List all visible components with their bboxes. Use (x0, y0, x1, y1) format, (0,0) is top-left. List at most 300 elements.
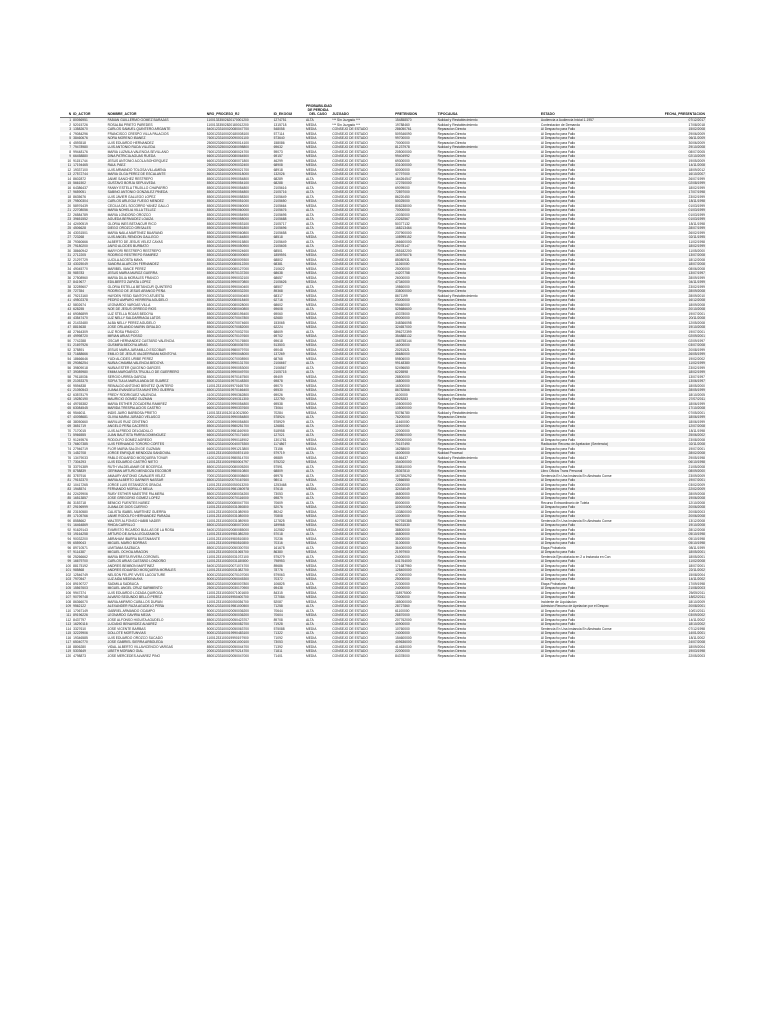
cell-fecha: 28/02/2008 (653, 451, 706, 456)
cell-id-ekogui: 158086 (273, 140, 285, 145)
cell-no: 13 (60, 172, 72, 177)
cell-fecha: 13/07/1997 (688, 374, 705, 379)
cell-pretension: 46800000 (394, 532, 437, 537)
cell-nombre-actor: NOE DE JESUS ORREGO RIOS (107, 307, 206, 312)
cell-tipocausa: Reparacion Directa (437, 316, 540, 321)
cell-tipocausa: Nulidad y Restablecimiento (437, 118, 540, 123)
cell-probabilidad: ALTA (305, 604, 331, 609)
cell-nro-proceso: 85001233100019990040400 (206, 284, 249, 289)
cell-nombre-actor: FREDY RODRIGUEZ VALENCIA (107, 392, 157, 397)
cell-id-ekogui: 126881 (273, 424, 305, 429)
cell-estado: Al Despacho para Fallo (540, 410, 576, 415)
cell-id-actor: 89190727 (73, 581, 88, 586)
cell-fecha: 26/07/1999 (688, 176, 705, 181)
cell-tipocausa: Reparacion Directa (437, 248, 466, 253)
cell-nombre-actor: MARIA OLGA PEREZ DE ESCALANTE (107, 172, 206, 177)
cell-no: 34 (67, 266, 72, 271)
cell-juzgado: CONSEJO DE ESTADO (332, 608, 368, 613)
cell-id-ekogui: 68501 (273, 248, 283, 253)
cell-nombre-actor: MARIA LUZMILA VALENCIA SEVILLANO (107, 149, 169, 154)
cell-id-ekogui: 2105650 (273, 199, 305, 204)
cell-juzgado: CONSEJO DE ESTADO (331, 217, 394, 222)
cell-fecha: 07/12/1998 (688, 626, 705, 631)
cell-juzgado: CONSEJO DE ESTADO (331, 298, 394, 303)
cell-fecha: 19/07/2001 (688, 329, 705, 334)
cell-nro-proceso: 66001233100020070171600 (206, 433, 273, 438)
col-tipocausa: TIPOCAUSA (437, 104, 540, 118)
cell-juzgado: CONSEJO DE ESTADO (331, 352, 394, 357)
cell-id-ekogui: 68809 (273, 469, 305, 474)
cell-nombre-actor: REINALDO ANTONIO BENITEZ QUINTERO (107, 383, 174, 388)
cell-juzgado: CONSEJO DE ESTADO (332, 131, 368, 136)
cell-estado: Al Despacho para Fallo (540, 226, 653, 231)
cell-tipocausa: Reparacion Directa (437, 559, 540, 564)
cell-id-actor: 21297729 (73, 257, 88, 262)
cell-id-ekogui: 578929 (273, 419, 285, 424)
cell-fecha: 20/11/2008 (653, 316, 706, 321)
cell-tipocausa: Reparacion Directa (437, 622, 540, 627)
cell-no: 112 (65, 617, 72, 622)
cell-id-ekogui: 2105658 (273, 230, 287, 235)
cell-no: 108 (65, 599, 72, 604)
cell-nombre-actor: DIEGO OROZCO GRISALES (107, 226, 206, 231)
cell-id-ekogui: 2106567 (273, 365, 287, 370)
cell-no: 76 (67, 455, 72, 460)
cell-nro-proceso: 76001233100020090001100 (206, 136, 273, 141)
cell-id-actor: 19164258 (72, 532, 106, 537)
cell-id-ekogui: 513503 (273, 343, 305, 348)
cell-id-actor: 49765382 (73, 401, 88, 406)
cell-id-actor: 43025049 (72, 262, 106, 267)
cell-tipocausa: Reparacion Directa (437, 482, 466, 487)
cell-tipocausa: Reparacion Directa (437, 289, 540, 294)
cell-nombre-actor: LEONARDO VARGAS VILLA (107, 302, 151, 307)
cell-estado: Al Despacho para Fallo (540, 487, 653, 492)
cell-probabilidad: MEDIA (305, 590, 317, 595)
cell-pretension: 79157490 (394, 442, 437, 447)
cell-id-actor: 10417265 (73, 482, 88, 487)
cell-juzgado: CONSEJO DE ESTADO (332, 383, 368, 388)
cell-nombre-actor: RUTH VALDELAMAR DE BOCERCA (107, 464, 163, 469)
report-table-container (60, 104, 706, 658)
cell-nro-proceso: 50001233100020070116000 (206, 496, 273, 501)
cell-id-ekogui: 518958 (273, 428, 285, 433)
cell-juzgado: CONSEJO DE ESTADO (332, 572, 368, 577)
cell-pretension: 8671199 (395, 293, 408, 298)
cell-estado: Al Despacho para Fallo (540, 208, 653, 213)
cell-fecha: 02/08/1999 (653, 181, 706, 186)
cell-id-ekogui: 89686 (273, 563, 283, 568)
cell-id-ekogui: 73156 (273, 446, 283, 451)
cell-tipocausa: Reparacion Directa (437, 158, 466, 163)
cell-estado: Al Despacho para Fallo (540, 383, 576, 388)
cell-nro-proceso: 25000232600020090021700 (206, 167, 249, 172)
cell-id-ekogui: 73053 (273, 640, 305, 645)
cell-id-actor: 23150580 (73, 509, 88, 514)
cell-pretension: 46800000 (395, 491, 410, 496)
cell-id-actor: 1948574 (72, 487, 106, 492)
cell-juzgado: CONSEJO DE ESTADO (332, 527, 368, 532)
cell-no: 36 (67, 275, 72, 280)
cell-no: 32 (67, 257, 72, 262)
cell-pretension: 25000000 (395, 266, 410, 271)
cell-tipocausa: Reparacion Directa (437, 163, 540, 168)
cell-pretension: 11900000 (394, 424, 437, 429)
cell-estado: Al Despacho para Fallo (540, 158, 576, 163)
cell-no: 42 (67, 302, 72, 307)
cell-pretension: 69300000 (395, 158, 410, 163)
cell-id-ekogui: 69438 (273, 586, 305, 591)
cell-id-actor: 9114387 (72, 550, 106, 555)
cell-estado: Al Despacho para Fallo (540, 271, 653, 276)
cell-juzgado: CONSEJO DE ESTADO (332, 230, 368, 235)
cell-id-actor: 9947374 (73, 590, 86, 595)
cell-nro-proceso: 85001233100020080040800 (206, 307, 273, 312)
cell-id-actor: 8806280 (73, 644, 86, 649)
cell-nro-proceso: 85001233100020050423707 (206, 617, 249, 622)
cell-juzgado: CONSEJO DE ESTADO (331, 181, 394, 186)
cell-fecha: 18/06/1999 (688, 401, 705, 406)
cell-id-ekogui: 210622 (273, 266, 285, 271)
cell-no: 86 (67, 500, 72, 505)
cell-pretension: 35000000 (394, 496, 437, 501)
cell-tipocausa: Reparacion Directa (437, 302, 466, 307)
cell-nombre-actor: MARIA ALBERTO GARNER NASSAR (107, 478, 206, 483)
cell-nro-proceso: 85001233100019970167500 (206, 374, 249, 379)
cell-no: 10 (67, 158, 72, 163)
cell-id-actor: 1452708 (72, 451, 106, 456)
cell-id-actor: 49998720 (72, 334, 106, 339)
cell-tipocausa: Reparacion Directa (437, 271, 540, 276)
cell-nro-proceso: 41001233100019980514700 (206, 455, 249, 460)
cell-fecha: 18/10/2009 (688, 599, 705, 604)
cell-no: 58 (67, 374, 72, 379)
cell-nombre-actor: MARIA BERTA RIVERA CORONEL (107, 554, 160, 559)
cell-estado: Al Despacho para Fallo (540, 397, 653, 402)
cell-probabilidad: ALTA (305, 217, 331, 222)
cell-nombre-actor: RODRIGO DE JESUS ARANGO PEÑA (107, 289, 206, 294)
cell-fecha: 20/08/1999 (688, 347, 705, 352)
cell-estado: Al Despacho para Fallo (540, 239, 576, 244)
cell-fecha: 28/09/1999 (688, 275, 705, 280)
cell-probabilidad: MEDIA (305, 442, 331, 447)
cell-id-actor: 64386437 (73, 185, 88, 190)
cell-tipocausa: Reparacion Directa (437, 221, 466, 226)
cell-estado: Al Despacho para Fallo (540, 608, 576, 613)
cell-nombre-actor: NUBIA CHAMBA VALENCIA BEDOYA (107, 361, 206, 366)
cell-fecha: 22/05/2003 (688, 653, 705, 658)
cell-id-actor: 52015726 (73, 122, 88, 127)
cell-probabilidad: ALTA (305, 433, 331, 438)
cell-tipocausa: Reparacion Directa (437, 428, 466, 433)
cell-nro-proceso: 25001233100020030170900 (206, 586, 273, 591)
cell-tipocausa: Nulidad y Restablecimiento (437, 122, 478, 127)
cell-no: 15 (60, 181, 72, 186)
cell-juzgado: CONSEJO DE ESTADO (331, 595, 394, 600)
cell-fecha: 22/02/2009 (653, 487, 706, 492)
cell-id-ekogui: 57618 (273, 487, 305, 492)
cell-fecha: 13/06/1997 (653, 379, 706, 384)
cell-pretension: 6226598 (394, 370, 437, 375)
cell-estado: Al Despacho para Fallo (540, 370, 653, 375)
cell-id-ekogui: 70604 (273, 613, 305, 618)
cell-juzgado: CONSEJO DE ESTADO (331, 487, 394, 492)
cell-probabilidad: ALTA (305, 500, 314, 505)
cell-nro-proceso: 50001233100020061000100 (206, 640, 273, 645)
cell-nro-proceso: 11001233100020031082700 (206, 568, 273, 573)
cell-no: 88 (67, 509, 72, 514)
cell-probabilidad: MEDIA (305, 145, 331, 150)
cell-nombre-actor: EDILBERTO ZAPATA LOPEZ (107, 280, 206, 285)
cell-id-ekogui: 2105616 (273, 185, 287, 190)
cell-id-ekogui: 575232 (273, 460, 305, 465)
cell-nombre-actor: CARLOS SAMUEL QUINTERO ARGANTE (107, 127, 206, 132)
cell-no: 24 (67, 221, 72, 226)
cell-nombre-actor: GUSTAVO BORJA SEPULVEDA (107, 181, 206, 186)
cell-estado: Al Despacho para Fallo (540, 590, 576, 595)
cell-no: 120 (65, 653, 72, 658)
cell-probabilidad: MEDIA (305, 487, 331, 492)
cell-id-actor: 12546749 (73, 572, 88, 577)
cell-tipocausa: Reparacion Directa (437, 149, 466, 154)
cell-nombre-actor: CARLOS ARLEGUI FUEGO MENDEZ (107, 199, 206, 204)
cell-pretension: 338000000 (394, 289, 437, 294)
cell-estado: Sentencia En Una Instancia En Abstracto Conse (540, 473, 612, 478)
cell-probabilidad: MEDIA (305, 302, 317, 307)
cell-fecha: 11/02/2008 (653, 559, 706, 564)
cell-juzgado: CONSEJO DE ESTADO (331, 307, 394, 312)
cell-id-actor: 49045770 (73, 266, 88, 271)
cell-nombre-actor: GERMAN ARTURO MENDOZA ESCOBOR (107, 469, 206, 474)
cell-no: 48 (67, 329, 72, 334)
cell-fecha: 20/08/2001 (653, 604, 706, 609)
cell-no: 4 (69, 131, 72, 136)
cell-pretension: 70000000 (394, 208, 437, 213)
cell-id-actor: 91151744 (73, 158, 88, 163)
cell-no: 87 (60, 505, 72, 510)
cell-fecha: 07/05/2001 (688, 410, 705, 415)
cell-id-ekogui: 69070 (273, 383, 283, 388)
cell-nro-proceso: 85001233100019990048000 (206, 352, 273, 357)
cell-no: 70 (67, 428, 72, 433)
cell-estado: Al Despacho para Fallo (540, 266, 576, 271)
cell-id-ekogui: 84315 (273, 590, 283, 595)
cell-estado: Al Despacho para Fallo (540, 635, 576, 640)
cell-id-ekogui: 68918 (273, 167, 283, 172)
cell-id-actor: 8758839 (72, 469, 106, 474)
cell-no: 89 (60, 514, 72, 519)
cell-fecha: 18/10/2005 (688, 392, 705, 397)
cell-no: 104 (65, 581, 72, 586)
cell-fecha: 28/12/2008 (688, 527, 705, 532)
cell-probabilidad: MEDIA (305, 653, 317, 658)
cell-fecha: 03/02/2009 (688, 482, 705, 487)
cell-pretension: 59806000 (395, 356, 410, 361)
cell-probabilidad: ALTA (305, 239, 314, 244)
cell-pretension: 28727860 (394, 604, 437, 609)
cell-estado: Al Despacho para Fallo (540, 199, 653, 204)
cell-nombre-actor: LUIS ARMANDO TOLOSA VILLAMENA (107, 167, 166, 172)
cell-estado: Al Despacho para Fallo (540, 338, 576, 343)
cell-estado: Al Despacho para Fallo (540, 572, 576, 577)
cell-juzgado: CONSEJO DE ESTADO (332, 653, 368, 658)
cell-fecha: 23/08/2008 (688, 437, 705, 442)
cell-id-ekogui: 578924 (273, 415, 305, 420)
cell-id-actor: 90032200 (73, 536, 88, 541)
cell-nro-proceso: 85001233100019980251700 (206, 424, 273, 429)
cell-tipocausa: Reparacion Directa (437, 640, 540, 645)
cell-fecha: 15/02/2008 (653, 127, 706, 132)
cell-tipocausa: Reparacion Directa (437, 545, 466, 550)
cell-id-actor: 16679700 (72, 559, 106, 564)
cell-fecha: 26/02/1999 (688, 230, 705, 235)
cell-nombre-actor: MARIA LONDOÑO OROZCO (107, 212, 151, 217)
cell-fecha: 18/11/2002 (688, 635, 705, 640)
cell-no: 81 (60, 478, 72, 483)
cell-fecha: 23/02/1999 (688, 365, 705, 370)
cell-pretension: 99460000 (395, 302, 410, 307)
cell-nombre-actor: LUZ STELLA ROJAS BEDOYA (107, 311, 154, 316)
cell-nro-proceso: 85001233100019980079700 (206, 347, 249, 352)
cell-probabilidad: MEDIA (305, 266, 317, 271)
cell-id-ekogui: 69538 (273, 401, 283, 406)
cell-id-ekogui: 68908 (273, 163, 305, 168)
cell-id-ekogui: 70316 (273, 541, 305, 546)
cell-tipocausa: Reparacion Directa (437, 460, 540, 465)
cell-id-actor: 378891 (73, 347, 85, 352)
cell-id-ekogui: 57018 (273, 532, 305, 537)
cell-nro-proceso: 85001233100020080195400 (206, 311, 249, 316)
cell-id-actor: 32289607 (73, 284, 88, 289)
cell-fecha: 06/10/1998 (653, 460, 706, 465)
cell-probabilidad: MEDIA (305, 536, 317, 541)
cell-nombre-actor: JUAN BAUTISTA PARRA DOMINGUEZ (107, 433, 206, 438)
cell-pretension: 12000000 (395, 428, 410, 433)
cell-id-ekogui: 59073 (273, 149, 283, 154)
cell-juzgado: CONSEJO DE ESTADO (332, 446, 368, 451)
cell-id-ekogui: 2106667 (273, 361, 305, 366)
cell-pretension: 166600000 (395, 239, 412, 244)
cell-juzgado: CONSEJO DE ESTADO (331, 208, 394, 213)
cell-pretension: 44207758 (394, 271, 437, 276)
cell-no: 55 (60, 361, 72, 366)
cell-no: 102 (65, 572, 72, 577)
cell-id-ekogui: 2105688 (273, 217, 305, 222)
cell-tipocausa: Reparacion Directa (437, 536, 466, 541)
cell-probabilidad: ALTA (305, 419, 314, 424)
cell-juzgado: CONSEJO DE ESTADO (332, 302, 368, 307)
cell-probabilidad: MEDIA (305, 334, 331, 339)
cell-fecha: 18/05/2001 (688, 554, 705, 559)
cell-id-actor: 79084296 (73, 131, 88, 136)
cell-id-ekogui: 69530 (273, 388, 305, 393)
cell-nro-proceso: 85001233100019990024600 (206, 248, 249, 253)
cell-probabilidad: MEDIA (305, 559, 331, 564)
cell-pretension: 89000000 (394, 316, 437, 321)
cell-juzgado: CONSEJO DE ESTADO (332, 437, 368, 442)
cell-id-ekogui: 71092 (273, 635, 283, 640)
cell-fecha: 03/09/2002 (653, 613, 706, 618)
cell-id-actor: 89710571 (73, 545, 88, 550)
cell-id-actor: 63578179 (73, 392, 88, 397)
cell-pretension: 119000000 (394, 505, 437, 510)
cell-nombre-actor: ALBA NELLY PEREZ AGUDELO (107, 320, 156, 325)
cell-juzgado: CONSEJO DE ESTADO (332, 347, 368, 352)
cell-estado: Al Despacho para Fallo (540, 194, 576, 199)
cell-id-actor: 9546011 (73, 410, 86, 415)
cell-no: 69 (60, 424, 72, 429)
cell-id-actor: 19346585 (73, 635, 88, 640)
cell-nro-proceso: 85001233100020050300700 (206, 545, 249, 550)
cell-id-ekogui: 89368 (273, 289, 305, 294)
cell-id-ekogui: 127825 (273, 518, 285, 523)
cell-juzgado: CONSEJO DE ESTADO (332, 176, 368, 181)
cell-nombre-actor: MAURICIO GOMEZ GUZMAN (107, 397, 206, 402)
cell-fecha: 19/10/2008 (653, 523, 706, 528)
cell-no: 1 (60, 118, 72, 123)
cell-nombre-actor: DINA PATRICIA AGUAS RUEDA (107, 154, 206, 159)
cell-probabilidad: MEDIA (305, 136, 331, 141)
cell-probabilidad: MEDIA (305, 122, 317, 127)
cell-probabilidad: MEDIA (305, 577, 331, 582)
cell-estado: Al Despacho para Fallo (540, 595, 653, 600)
report-table (60, 104, 706, 658)
cell-id-ekogui: 579719 (273, 451, 305, 456)
cell-fecha: 14/01/2001 (653, 631, 706, 636)
cell-estado: Al Despacho para Fallo (540, 284, 576, 289)
cell-id-ekogui: 575088 (273, 626, 285, 631)
cell-probabilidad: MEDIA (305, 316, 331, 321)
cell-pretension: 396272399 (395, 329, 412, 334)
cell-no: 65 (60, 406, 72, 411)
cell-nro-proceso: 11001333502620170001200 (206, 118, 273, 123)
cell-nro-proceso: 11001233100020031050800 (206, 505, 273, 510)
cell-pretension: 52496650 (395, 365, 410, 370)
cell-id-actor: 5966555 (72, 433, 106, 438)
cell-estado: Al Despacho para Fallo (540, 455, 576, 460)
cell-id-ekogui: 69026 (273, 392, 283, 397)
cell-juzgado: CONSEJO DE ESTADO (332, 482, 368, 487)
cell-no: 12 (67, 167, 72, 172)
cell-estado: Al Despacho para Fallo (540, 181, 653, 186)
cell-pretension: 10000000 (394, 514, 437, 519)
cell-estado: Al Despacho para Fallo (540, 280, 653, 285)
cell-id-ekogui: 89708 (273, 617, 283, 622)
cell-tipocausa: Reparacion Directa (437, 275, 466, 280)
cell-probabilidad: MEDIA (305, 181, 331, 186)
cell-nro-proceso: 85001233100020070032700 (206, 329, 249, 334)
cell-fecha: 19/06/2008 (653, 496, 706, 501)
cell-tipocausa: Reparacion Directa (437, 581, 466, 586)
cell-id-actor: 3153718 (73, 500, 86, 505)
cell-nombre-actor: GLORIA INES BETANCUR RICO (107, 221, 157, 226)
cell-nro-proceso: 85001233100020050047000 (206, 653, 249, 658)
cell-nro-proceso: 11001233100020031180800 (206, 559, 273, 564)
cell-id-actor: 15567603 (72, 586, 106, 591)
cell-fecha: 16/10/2007 (653, 172, 706, 177)
cell-fecha: 25/06/2002 (653, 433, 706, 438)
cell-no: 99 (60, 559, 72, 564)
cell-fecha: 08/09/2000 (653, 469, 706, 474)
cell-probabilidad: MEDIA (305, 563, 317, 568)
cell-nombre-actor: JOSE ORLANDO MARIN GIRALDO (107, 325, 206, 330)
cell-id-actor: 8558662 (73, 518, 86, 523)
cell-fecha: 19/07/2001 (688, 446, 705, 451)
cell-nombre-actor: HAYDEN YESID SANTOYO ATUESTA (107, 293, 165, 298)
cell-estado: Al Despacho para Fallo (540, 203, 576, 208)
cell-tipocausa: Reparacion Directa (437, 554, 466, 559)
cell-tipocausa: Reparacion Directa (437, 635, 466, 640)
